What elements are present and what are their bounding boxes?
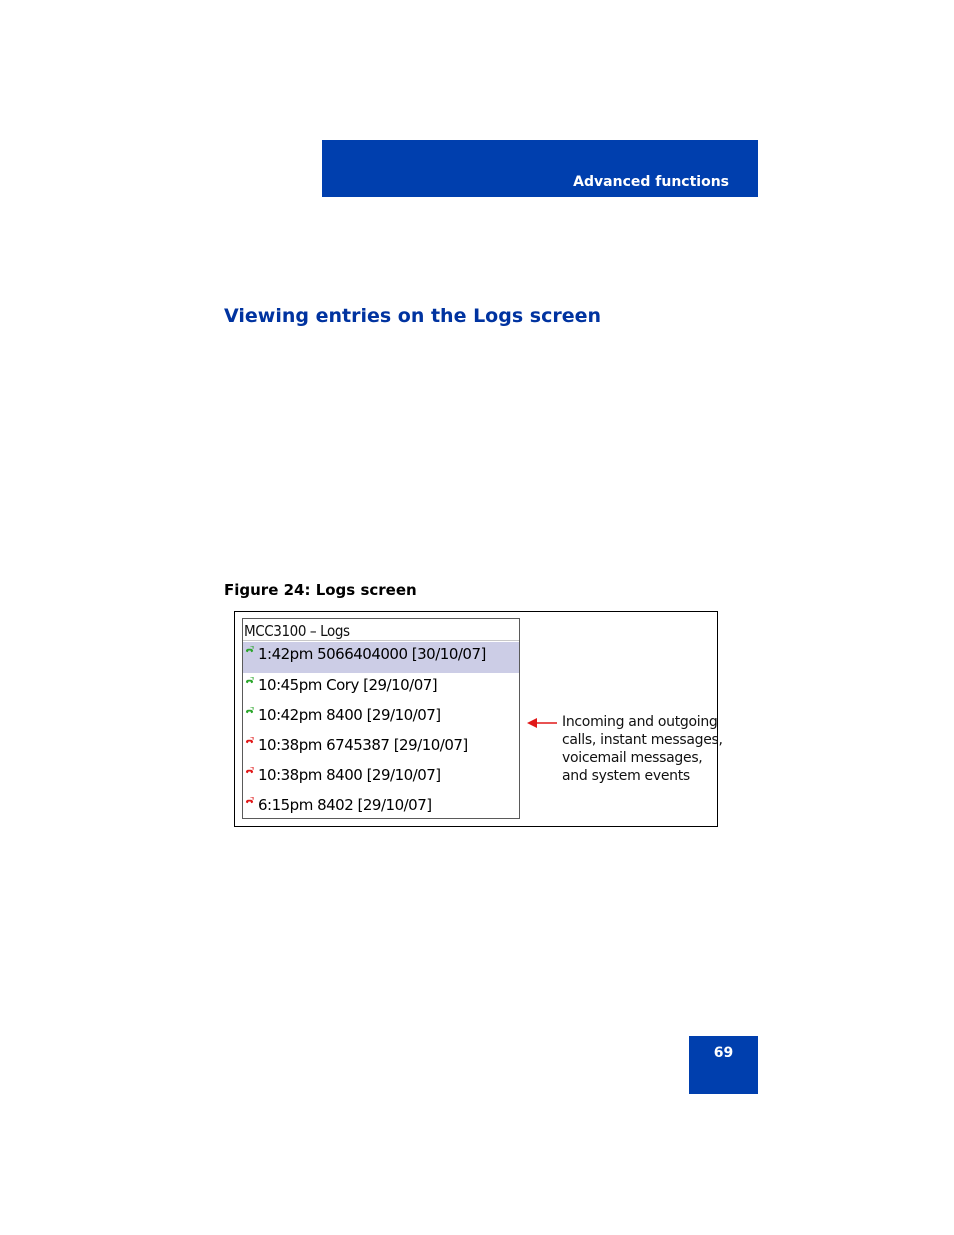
log-entry[interactable] xyxy=(243,642,519,673)
outgoing-call-icon xyxy=(245,707,254,716)
annotation-line: Incoming and outgoing xyxy=(562,714,718,730)
log-entry-text: 10:38pm 8400 [29/10/07] xyxy=(258,766,441,784)
section-heading: Viewing entries on the Logs screen xyxy=(224,305,601,327)
log-entry[interactable] xyxy=(243,763,519,793)
incoming-call-icon xyxy=(245,797,254,806)
logs-screen xyxy=(242,618,520,819)
running-header-title: Advanced functions xyxy=(573,174,729,190)
log-entry[interactable] xyxy=(243,673,519,703)
log-entry-text: 1:42pm 5066404000 [30/10/07] xyxy=(258,645,486,663)
page-number: 69 xyxy=(713,1045,734,1061)
annotation-line: voicemail messages, xyxy=(562,750,703,766)
log-list xyxy=(243,642,519,823)
log-entry-text: 6:15pm 8402 [29/10/07] xyxy=(258,796,432,814)
annotation-line: calls, instant messages, xyxy=(562,732,723,748)
running-header-bar xyxy=(322,140,758,197)
log-entry-text: 10:42pm 8400 [29/10/07] xyxy=(258,706,441,724)
log-entry-text: 10:45pm Cory [29/10/07] xyxy=(258,676,438,694)
figure-frame xyxy=(234,611,723,827)
annotation-arrow-icon xyxy=(527,717,557,729)
annotation-line: and system events xyxy=(562,768,690,784)
screen-title: MCC3100 – Logs xyxy=(243,619,519,641)
log-entry[interactable] xyxy=(243,793,519,823)
page-number-box xyxy=(689,1036,758,1094)
annotation-text xyxy=(562,713,722,785)
incoming-call-icon xyxy=(245,767,254,776)
outgoing-call-icon xyxy=(245,646,254,655)
outgoing-call-icon xyxy=(245,677,254,686)
incoming-call-icon xyxy=(245,737,254,746)
log-entry[interactable] xyxy=(243,733,519,763)
log-entry[interactable] xyxy=(243,703,519,733)
log-entry-text: 10:38pm 6745387 [29/10/07] xyxy=(258,736,468,754)
figure-caption: Figure 24: Logs screen xyxy=(224,581,417,599)
